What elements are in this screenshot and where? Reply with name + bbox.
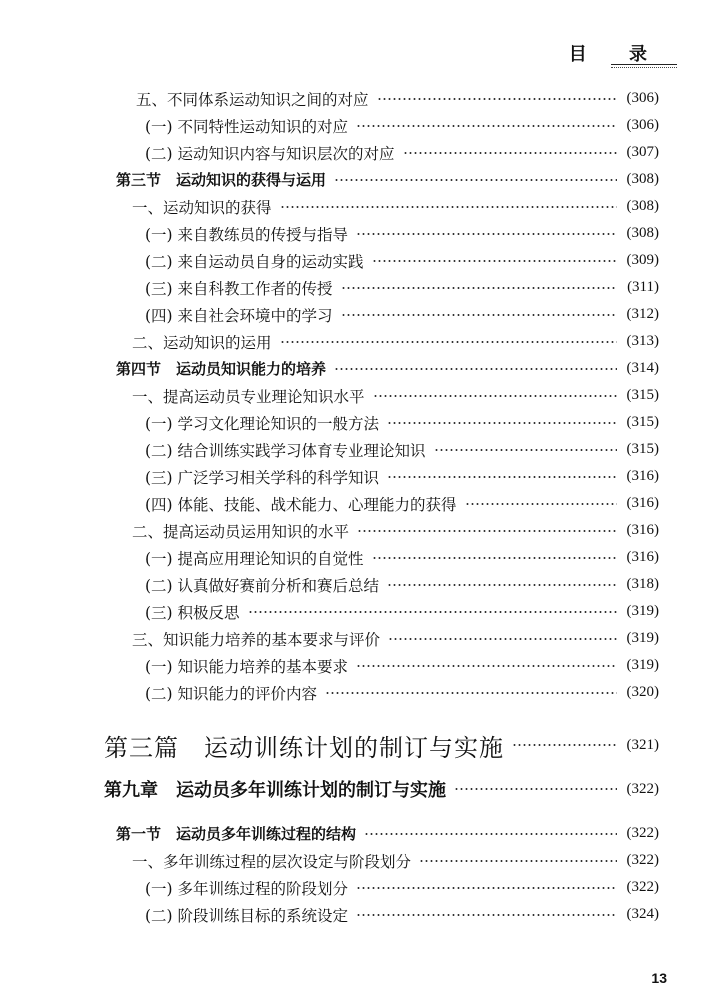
dot-leader	[280, 206, 617, 208]
toc-entry-text: (一) 多年训练过程的阶段划分	[145, 879, 349, 898]
toc-entry-page: (306)	[626, 117, 659, 133]
toc-entry-text: 一、多年训练过程的层次设定与阶段划分	[132, 852, 412, 871]
toc-entry-text: (二) 阶段训练目标的系统设定	[145, 906, 349, 925]
dot-leader	[387, 422, 616, 424]
dot-leader	[454, 788, 617, 790]
toc-entry-page: (322)	[626, 780, 659, 797]
toc-entry-page: (309)	[626, 252, 659, 268]
toc-entry-section	[116, 166, 659, 193]
toc-entry-chapter	[104, 774, 659, 804]
toc-entry-section-item	[132, 847, 659, 874]
toc-entry-page: (308)	[626, 171, 659, 187]
dot-leader	[512, 744, 617, 746]
dot-leader	[341, 314, 617, 316]
dot-leader	[356, 887, 616, 889]
toc-entry-page: (322)	[626, 852, 659, 868]
toc-entry-page: (314)	[626, 360, 659, 376]
toc-entry-text: (三) 积极反思	[145, 603, 240, 622]
toc-entry-page: (312)	[626, 306, 659, 322]
toc-entry-subitem	[145, 274, 659, 301]
dot-leader	[334, 368, 616, 370]
dot-leader	[356, 665, 616, 667]
toc-entry-text: 第三篇 运动训练计划的制订与实施	[104, 733, 504, 762]
toc-entry-text: (三) 来自科教工作者的传授	[145, 279, 333, 298]
toc-entry-subitem	[145, 301, 659, 328]
toc-entry-text: (一) 提高应用理论知识的自觉性	[145, 549, 364, 568]
dot-leader	[364, 833, 616, 835]
toc-entry-subitem	[145, 139, 659, 166]
toc-entry-subitem	[145, 901, 659, 928]
toc-entry-text: (二) 认真做好赛前分析和赛后总结	[145, 576, 380, 595]
toc-entry-section	[116, 355, 659, 382]
toc-entry-subitem	[145, 652, 659, 679]
toc-entry-subitem	[145, 220, 659, 247]
toc-entry-section-item	[132, 328, 659, 355]
dot-leader	[325, 692, 616, 694]
toc-entry-text: 二、运动知识的运用	[132, 333, 272, 352]
toc-entry-page: (319)	[626, 603, 659, 619]
header-rule	[611, 64, 677, 68]
header-title: 目 录	[568, 44, 665, 65]
toc-entry-text: 第四节 运动员知识能力的培养	[116, 360, 327, 378]
dot-leader	[341, 287, 618, 289]
toc-entry-subitem	[145, 490, 659, 517]
dot-leader	[248, 611, 617, 613]
toc-entry-page: (318)	[626, 576, 659, 592]
toc-entry-text: (四) 来自社会环境中的学习	[145, 306, 333, 325]
toc-entry-text: (一) 来自教练员的传授与指导	[145, 225, 349, 244]
toc-entry-section-item	[136, 85, 659, 112]
toc-entry-page: (308)	[626, 198, 659, 214]
toc-entry-page: (316)	[626, 495, 659, 511]
toc-entry-page: (316)	[626, 549, 659, 565]
dot-leader	[356, 233, 616, 235]
toc-entry-subitem	[145, 112, 659, 139]
toc-entry-page: (319)	[626, 630, 659, 646]
toc-entry-page: (316)	[626, 468, 659, 484]
dot-leader	[373, 395, 617, 397]
toc-entry-text: 五、不同体系运动知识之间的对应	[136, 90, 369, 109]
toc-entry-page: (308)	[626, 225, 659, 241]
toc-entry-part	[104, 726, 659, 764]
toc-entry-text: (一) 学习文化理论知识的一般方法	[145, 414, 380, 433]
toc-entry-subitem	[145, 679, 659, 706]
toc-entry-text: 第三节 运动知识的获得与运用	[116, 171, 327, 189]
toc-entry-section-item	[132, 625, 659, 652]
toc-entry-text: 二、提高运动员运用知识的水平	[132, 522, 350, 541]
dot-leader	[356, 914, 616, 916]
toc-entry-subitem	[145, 598, 659, 625]
toc-entry-page: (315)	[626, 387, 659, 403]
toc-entry-section-item	[132, 517, 659, 544]
toc-entry-text: 三、知识能力培养的基本要求与评价	[132, 630, 381, 649]
toc-entry-subitem	[145, 409, 659, 436]
toc-entry-text: 一、运动知识的获得	[132, 198, 272, 217]
toc-entry-text: (二) 结合训练实践学习体育专业理论知识	[145, 441, 426, 460]
toc-entry-subitem	[145, 463, 659, 490]
toc-entry-subitem	[145, 571, 659, 598]
toc-entry-text: (四) 体能、技能、战术能力、心理能力的获得	[145, 495, 457, 514]
toc-entry-page: (324)	[626, 906, 659, 922]
dot-leader	[434, 449, 617, 451]
toc-entry-text: (二) 来自运动员自身的运动实践	[145, 252, 364, 271]
dot-leader	[280, 341, 617, 343]
dot-leader	[372, 557, 617, 559]
dot-leader	[403, 152, 617, 154]
toc-entry-page: (322)	[626, 879, 659, 895]
toc-entry-page: (311)	[627, 279, 659, 295]
toc-entry-section	[116, 820, 659, 847]
toc-entry-text: (三) 广泛学习相关学科的科学知识	[145, 468, 380, 487]
dot-leader	[388, 638, 616, 640]
toc-entry-page: (306)	[626, 90, 659, 106]
toc-entry-page: (307)	[626, 144, 659, 160]
toc-entry-text: (一) 知识能力培养的基本要求	[145, 657, 349, 676]
toc-entry-page: (315)	[626, 441, 659, 457]
dot-leader	[356, 125, 616, 127]
dot-leader	[377, 98, 617, 100]
toc-entry-subitem	[145, 874, 659, 901]
toc-entry-page: (313)	[626, 333, 659, 349]
toc-entry-page: (315)	[626, 414, 659, 430]
dot-leader	[357, 530, 616, 532]
toc-entry-page: (321)	[626, 736, 659, 753]
page-number: 13	[651, 970, 667, 986]
dot-leader	[465, 503, 617, 505]
toc-entry-page: (316)	[626, 522, 659, 538]
dot-leader	[372, 260, 617, 262]
toc-entry-subitem	[145, 436, 659, 463]
toc-entry-page: (322)	[626, 825, 659, 841]
dot-leader	[387, 476, 616, 478]
toc-entry-subitem	[145, 247, 659, 274]
toc-entry-text: (二) 运动知识内容与知识层次的对应	[145, 144, 395, 163]
dot-leader	[419, 860, 616, 862]
toc-entry-subitem	[145, 544, 659, 571]
toc-entry-text: 一、提高运动员专业理论知识水平	[132, 387, 365, 406]
toc-entry-text: (二) 知识能力的评价内容	[145, 684, 318, 703]
toc-entry-text: (一) 不同特性运动知识的对应	[145, 117, 349, 136]
toc-entry-section-item	[132, 193, 659, 220]
toc-entry-page: (320)	[626, 684, 659, 700]
dot-leader	[387, 584, 616, 586]
dot-leader	[334, 179, 616, 181]
toc-entry-page: (319)	[626, 657, 659, 673]
toc-entry-section-item	[132, 382, 659, 409]
toc-entry-text: 第一节 运动员多年训练过程的结构	[116, 825, 357, 843]
toc-entry-text: 第九章 运动员多年训练计划的制订与实施	[104, 780, 446, 801]
